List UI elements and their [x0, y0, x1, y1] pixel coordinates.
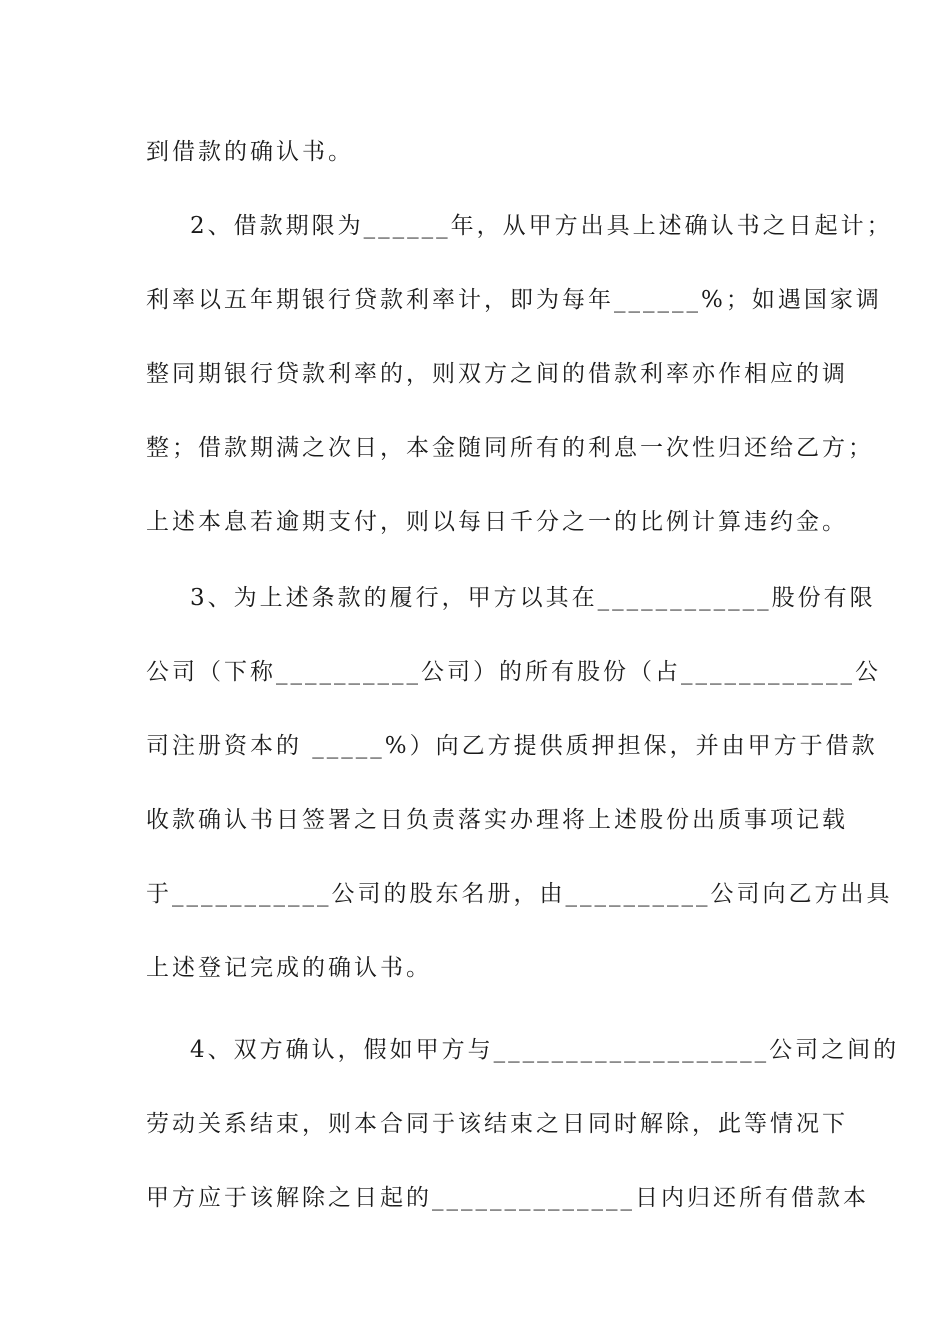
- text-line: 甲方应于该解除之日起的______________日内归还所有借款本: [146, 1185, 869, 1211]
- text-line: 整同期银行贷款利率的，则双方之间的借款利率亦作相应的调: [146, 361, 848, 387]
- text-line: 整；借款期满之次日，本金随同所有的利息一次性归还给乙方；: [146, 435, 874, 461]
- text-line: 上述登记完成的确认书。: [146, 955, 432, 981]
- text-line: 劳动关系结束，则本合同于该结束之日同时解除，此等情况下: [146, 1111, 848, 1137]
- clause-2-line: 2、借款期限为______年，从甲方出具上述确认书之日起计；: [190, 213, 893, 239]
- text-line: 司注册资本的 _____%）向乙方提供质押担保，并由甲方于借款: [146, 733, 878, 759]
- clause-3-line: 3、为上述条款的履行，甲方以其在____________股份有限: [190, 585, 876, 611]
- text-line: 上述本息若逾期支付，则以每日千分之一的比例计算违约金。: [146, 509, 848, 535]
- text-line: 于___________公司的股东名册，由__________公司向乙方出具: [146, 881, 893, 907]
- text-line: 收款确认书日签署之日负责落实办理将上述股份出质事项记载: [146, 807, 848, 833]
- text-line: 到借款的确认书。: [146, 139, 354, 165]
- text-line: 公司（下称__________公司）的所有股份（占____________公: [146, 659, 881, 685]
- text-line: 利率以五年期银行贷款利率计，即为每年______%；如遇国家调: [146, 287, 882, 313]
- clause-4-line: 4、双方确认，假如甲方与___________________公司之间的: [190, 1037, 900, 1063]
